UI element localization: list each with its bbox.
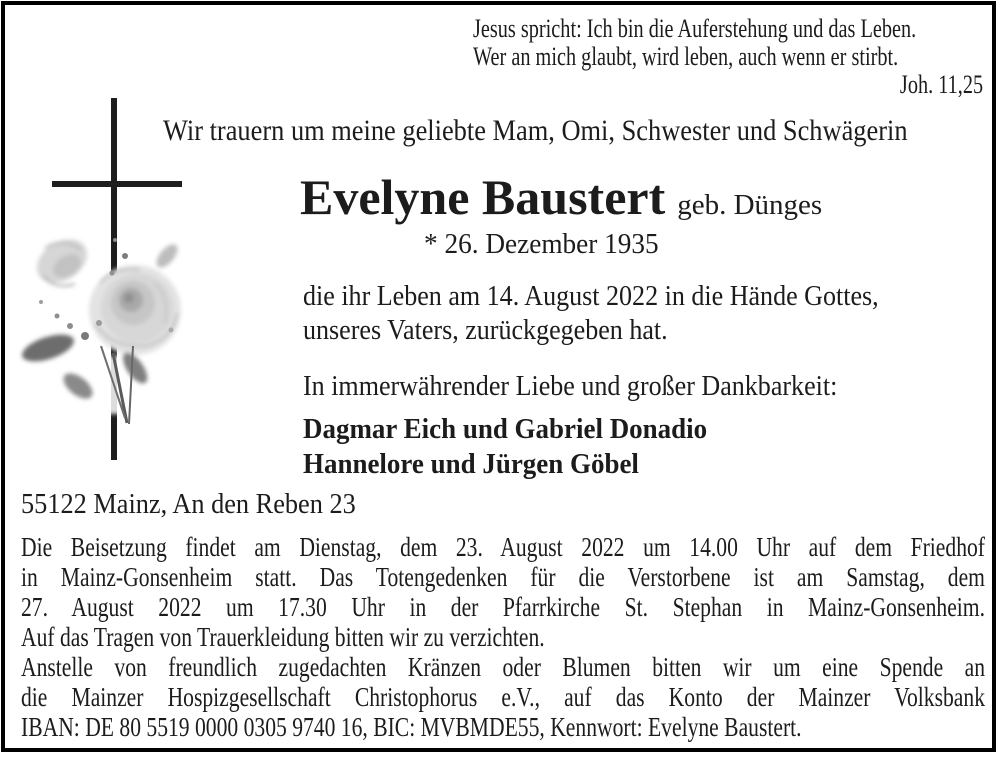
mourner-name: Dagmar Eich und Gabriel Donadio — [303, 413, 708, 445]
address-line: 55122 Mainz, An den Reben 23 — [21, 489, 356, 520]
intro-line: Wir trauern um meine geliebte Mam, Omi, Schwester und Schwägerin — [163, 114, 908, 147]
details-line: 27. August 2022 um 17.30 Uhr in der Pfarrkirche St. Stephan in Mainz-Gonsenheim. — [21, 592, 985, 622]
bible-verse — [473, 15, 983, 99]
mourners-list — [303, 412, 707, 482]
details-line: Die Beisetzung findet am Dienstag, dem 23. August 2022 um 14.00 Uhr auf dem Friedhof — [21, 532, 985, 562]
passing-line-2: unseres Vaters, zurückgegeben hat. — [303, 315, 668, 346]
passing-text — [303, 280, 879, 348]
deceased-name: Evelyne Baustert — [300, 169, 666, 225]
details-line: die Mainzer Hospizgesellschaft Christophorus e.V., auf das Konto der Mainzer Volksbank — [21, 682, 985, 712]
verse-line-2: Wer an mich glaubt, wird leben, auch wenn er stirbt. — [473, 42, 899, 71]
mourner-name: Hannelore und Jürgen Göbel — [303, 448, 639, 480]
deceased-name-line — [300, 168, 822, 226]
details-line: Anstelle von freundlich zugedachten Kränzen oder Blumen bitten wir um eine Spende an — [21, 652, 985, 682]
birth-date: * 26. Dezember 1935 — [424, 228, 659, 260]
maiden-name: geb. Dünges — [677, 189, 823, 221]
funeral-details — [21, 532, 985, 742]
memorial-cross-icon — [52, 181, 182, 187]
verse-line-1: Jesus spricht: Ich bin die Auferstehung und das Leben. — [473, 14, 917, 43]
details-line: IBAN: DE 80 5519 0000 0305 9740 16, BIC: MVBMDE55, Kennwort: Evelyne Baustert. — [21, 712, 802, 742]
details-line: in Mainz-Gonsenheim statt. Das Totengedenken für die Verstorbene ist am Samstag, dem — [21, 562, 985, 592]
verse-reference: Joh. 11,25 — [899, 70, 984, 99]
white-roses-icon — [15, 228, 205, 463]
passing-line-1: die ihr Leben am 14. August 2022 in die Hände Gottes, — [303, 281, 879, 312]
details-line: Auf das Tragen von Trauerkleidung bitten wir zu verzichten. — [21, 622, 545, 652]
gratitude-line: In immerwährender Liebe und großer Dankbarkeit: — [303, 371, 838, 402]
